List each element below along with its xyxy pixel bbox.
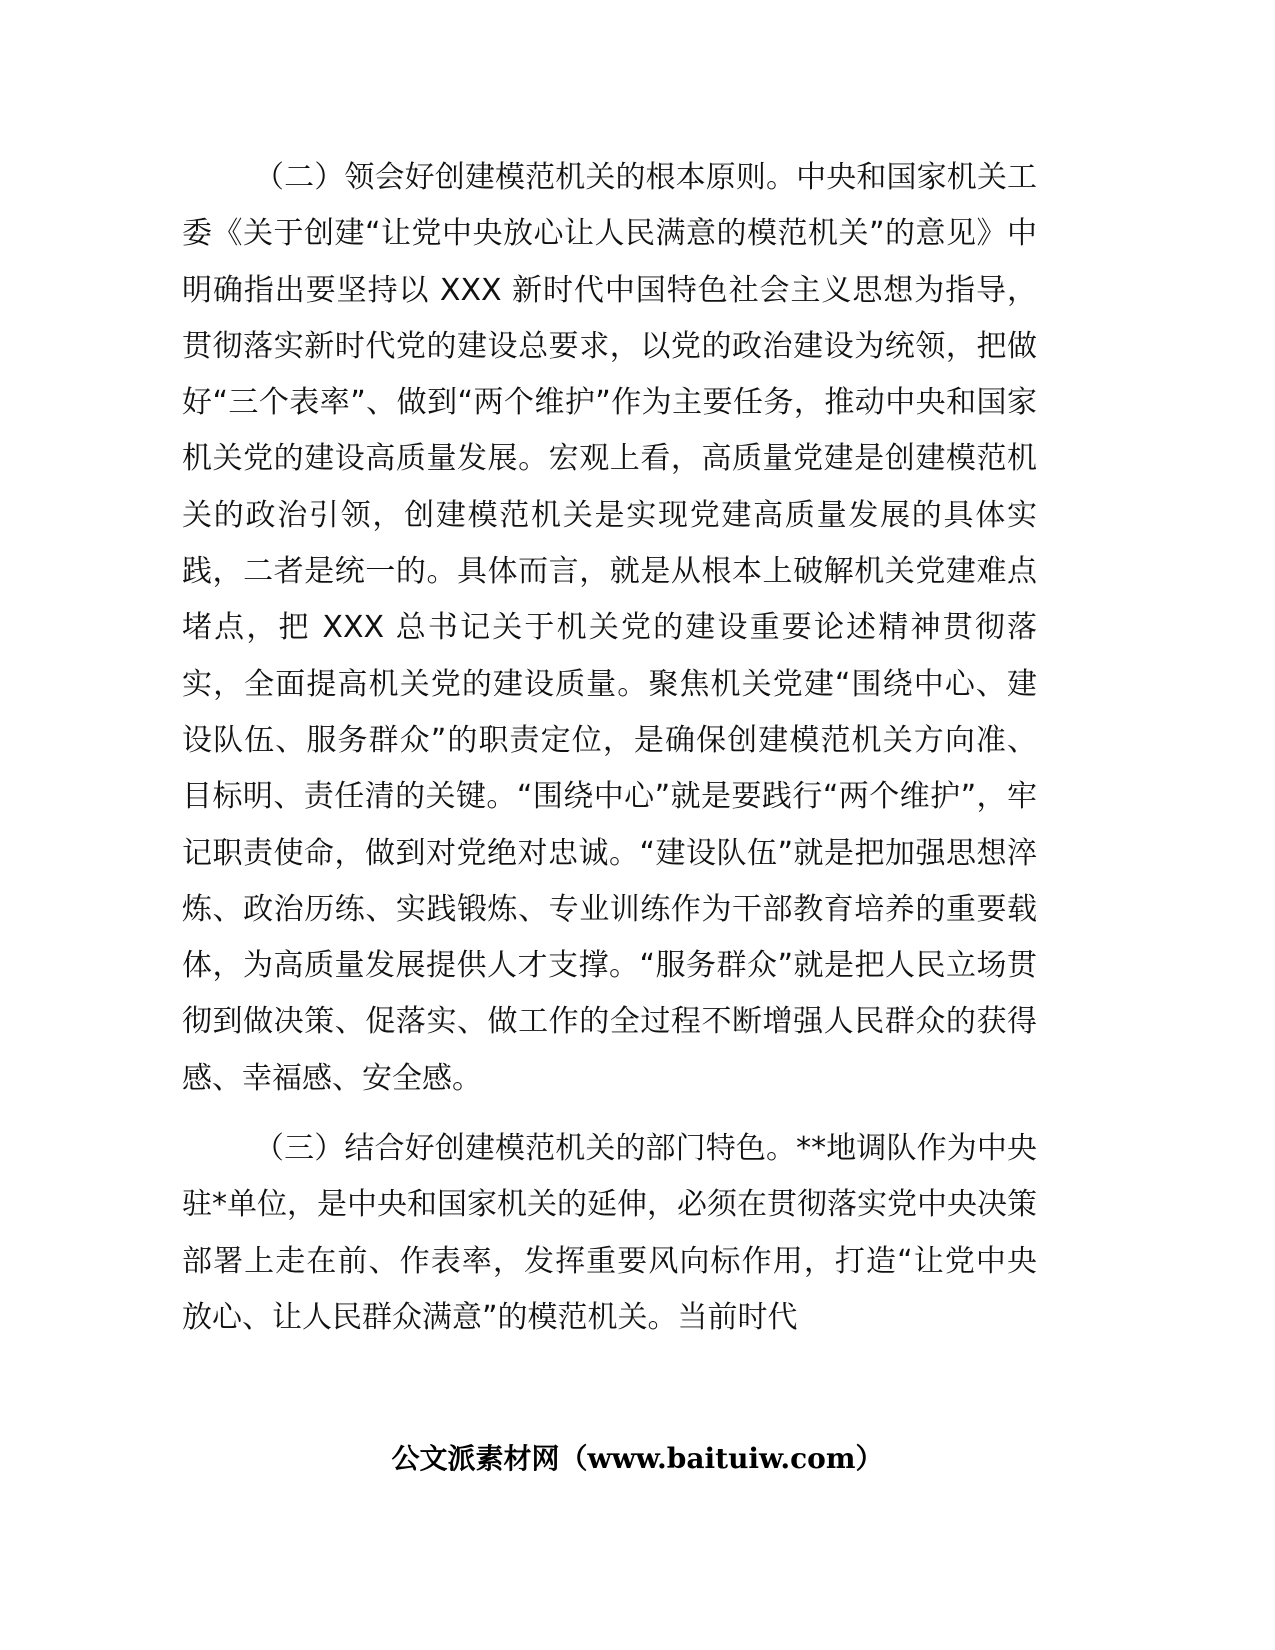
footer-watermark: 公文派素材网（www.baituiw.com） [391,1442,884,1475]
paragraph-principles: （二）领会好创建模范机关的根本原则。中央和国家机关工委《关于创建“让党中央放心让人民满意的模范机关”的意见》中明确指出要坚持以 XXX 新时代中国特色社会主义思想为指导，贯彻落实新时代党的建设总要求，以党的政治建设为统领，把做好“三个表率”、做到“两个维护”作为主要任务，推动中央和国家机关党的建设高质量发展。宏观上看，高质量党建是创建模范机关的政治引领，创建模范机关是实现党建高质量发展的具体实践，二者是统一的。具体而言，就是从根本上破解机关党建难点堵点，把 XXX 总书记关于机关党的建设重要论述精神贯彻落实，全面提高机关党的建设质量。聚焦机关党建“围绕中心、建设队伍、服务群众”的职责定位，是确保创建模范机关方向准、目标明、责任清的关键。“围绕中心”就是要践行“两个维护”，牢记职责使命，做到对党绝对忠诚。“建设队伍”就是把加强思想淬炼、政治历练、实践锻炼、专业训练作为干部教育培养的重要载体，为高质量发展提供人才支撑。“服务群众”就是把人民立场贯彻到做决策、促落实、做工作的全过程不断增强人民群众的获得感、幸福感、安全感。 [182,160,1037,1096]
document-body [182,150,1037,1346]
paragraph-department-features: （三）结合好创建模范机关的部门特色。**地调队作为中央驻*单位，是中央和国家机关的延伸，必须在贯彻落实党中央决策部署上走在前、作表率，发挥重要风向标作用，打造“让党中央放心、让人民群众满意”的模范机关。当前时代 [182,1131,1037,1335]
